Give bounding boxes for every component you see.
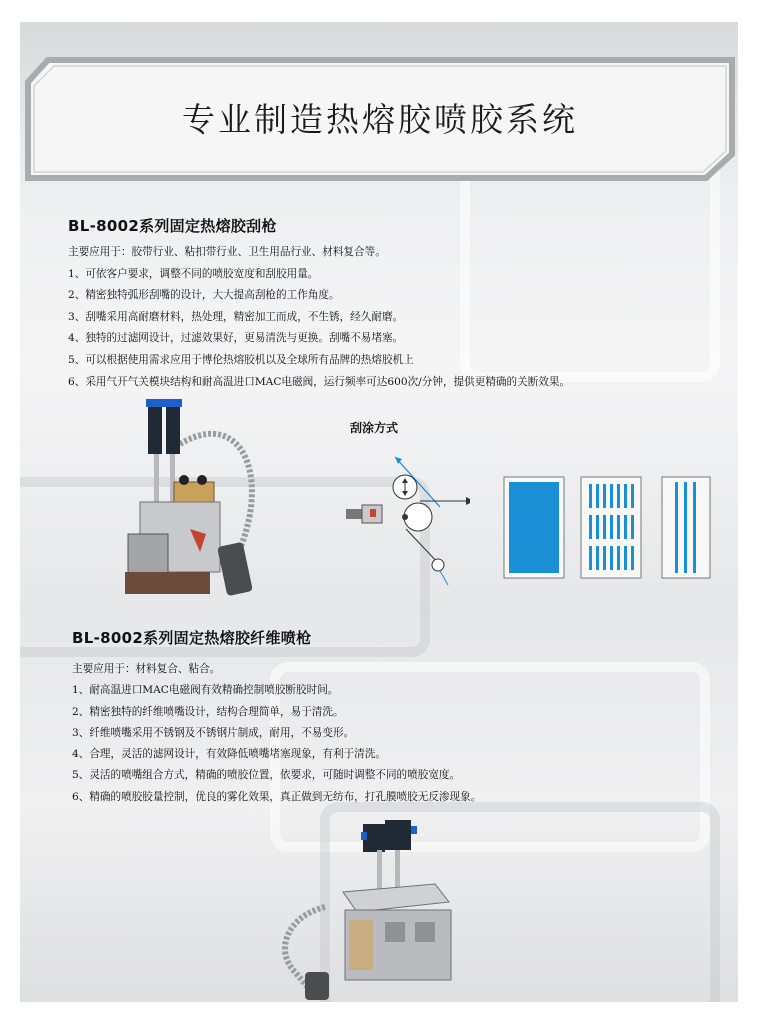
section1-feature-list [68,242,570,393]
title-banner [24,56,736,182]
stripe-segment [589,484,592,508]
stripe-segment [624,546,627,570]
list-item: 4、合理，灵活的滤网设计，有效降低喷嘴堵塞现象，有利于清洗。 [72,748,386,761]
stripe-segment [610,484,613,508]
stripe-segment [617,546,620,570]
list-item: 6、精确的喷胶胶量控制，优良的雾化效果，真正做到无纺布，打孔膜喷胶无反渗现象。 [72,790,482,803]
list-item: 6、采用气开气关模块结构和耐高温进口MAC电磁阀，运行频率可达600次/分钟，提供更精确的关断效果。 [68,375,571,388]
stripe-segment [624,515,627,539]
list-item: 4、独特的过滤网设计，过滤效果好，更易清洗与更换。刮嘴不易堵塞。 [68,332,404,345]
stripe-segment [610,546,613,570]
list-item: 1、可依客户要求，调整不同的喷胶宽度和刮胶用量。 [68,267,319,280]
stripe-segment [596,515,599,539]
stripe-segment [631,484,634,508]
stripe-segment [589,515,592,539]
list-item: 主要应用于：材料复合、粘合。 [72,663,221,675]
stripe-segment [603,484,606,508]
brochure-page [20,22,738,1002]
stripe-segment [617,515,620,539]
list-item: 2、精密独特的纤维喷嘴设计，结构合理简单，易于清洗。 [72,705,344,718]
list-item: 5、灵活的喷嘴组合方式，精确的喷胶位置，依要求，可随时调整不同的喷胶宽度。 [72,769,461,782]
list-item: 主要应用于：胶带行业、粘扣带行业、卫生用品行业、材料复合等。 [68,246,386,258]
section2-title: BL-8002系列固定热熔胶纤维喷枪 [72,629,312,647]
list-item: 3、刮嘴采用高耐磨材料，热处理，精密加工而成，不生锈，经久耐磨。 [68,310,404,323]
page-title: 专业制造热熔胶喷胶系统 [182,100,578,139]
list-item: 3、纤维喷嘴采用不锈钢及不锈钢片制成，耐用，不易变形。 [72,726,355,739]
pattern-panel-segmented-stripes [580,476,642,579]
section2-feature-list [72,659,481,808]
stripe-segment [589,546,592,570]
coating-method-caption: 刮涂方式 [350,421,399,435]
list-item: 1、耐高温进口MAC电磁阀有效精确控制喷胶断胶时间。 [72,684,339,697]
list-item: 5、可以根据使用需求应用于博伦热熔胶机以及全球所有品牌的热熔胶机上 [68,353,414,366]
stripe-segment [596,484,599,508]
pattern-panel-full-coat [503,476,565,579]
stripe-segment [610,515,613,539]
coating-method-diagram [340,447,470,587]
stripe-segment [624,484,627,508]
stripe-segment [617,484,620,508]
stripe-segment [596,546,599,570]
scraper-gun-photo [110,394,260,599]
stripe-segment [631,546,634,570]
list-item: 2、精密独特弧形刮嘴的设计，大大提高刮枪的工作角度。 [68,289,340,302]
section1-title: BL-8002系列固定热熔胶刮枪 [68,217,277,235]
fiber-spray-gun-photo [265,812,455,1002]
stripe-segment [603,515,606,539]
pattern-panel-continuous-stripes [661,476,711,579]
stripe-segment [631,515,634,539]
stripe-segment [603,546,606,570]
